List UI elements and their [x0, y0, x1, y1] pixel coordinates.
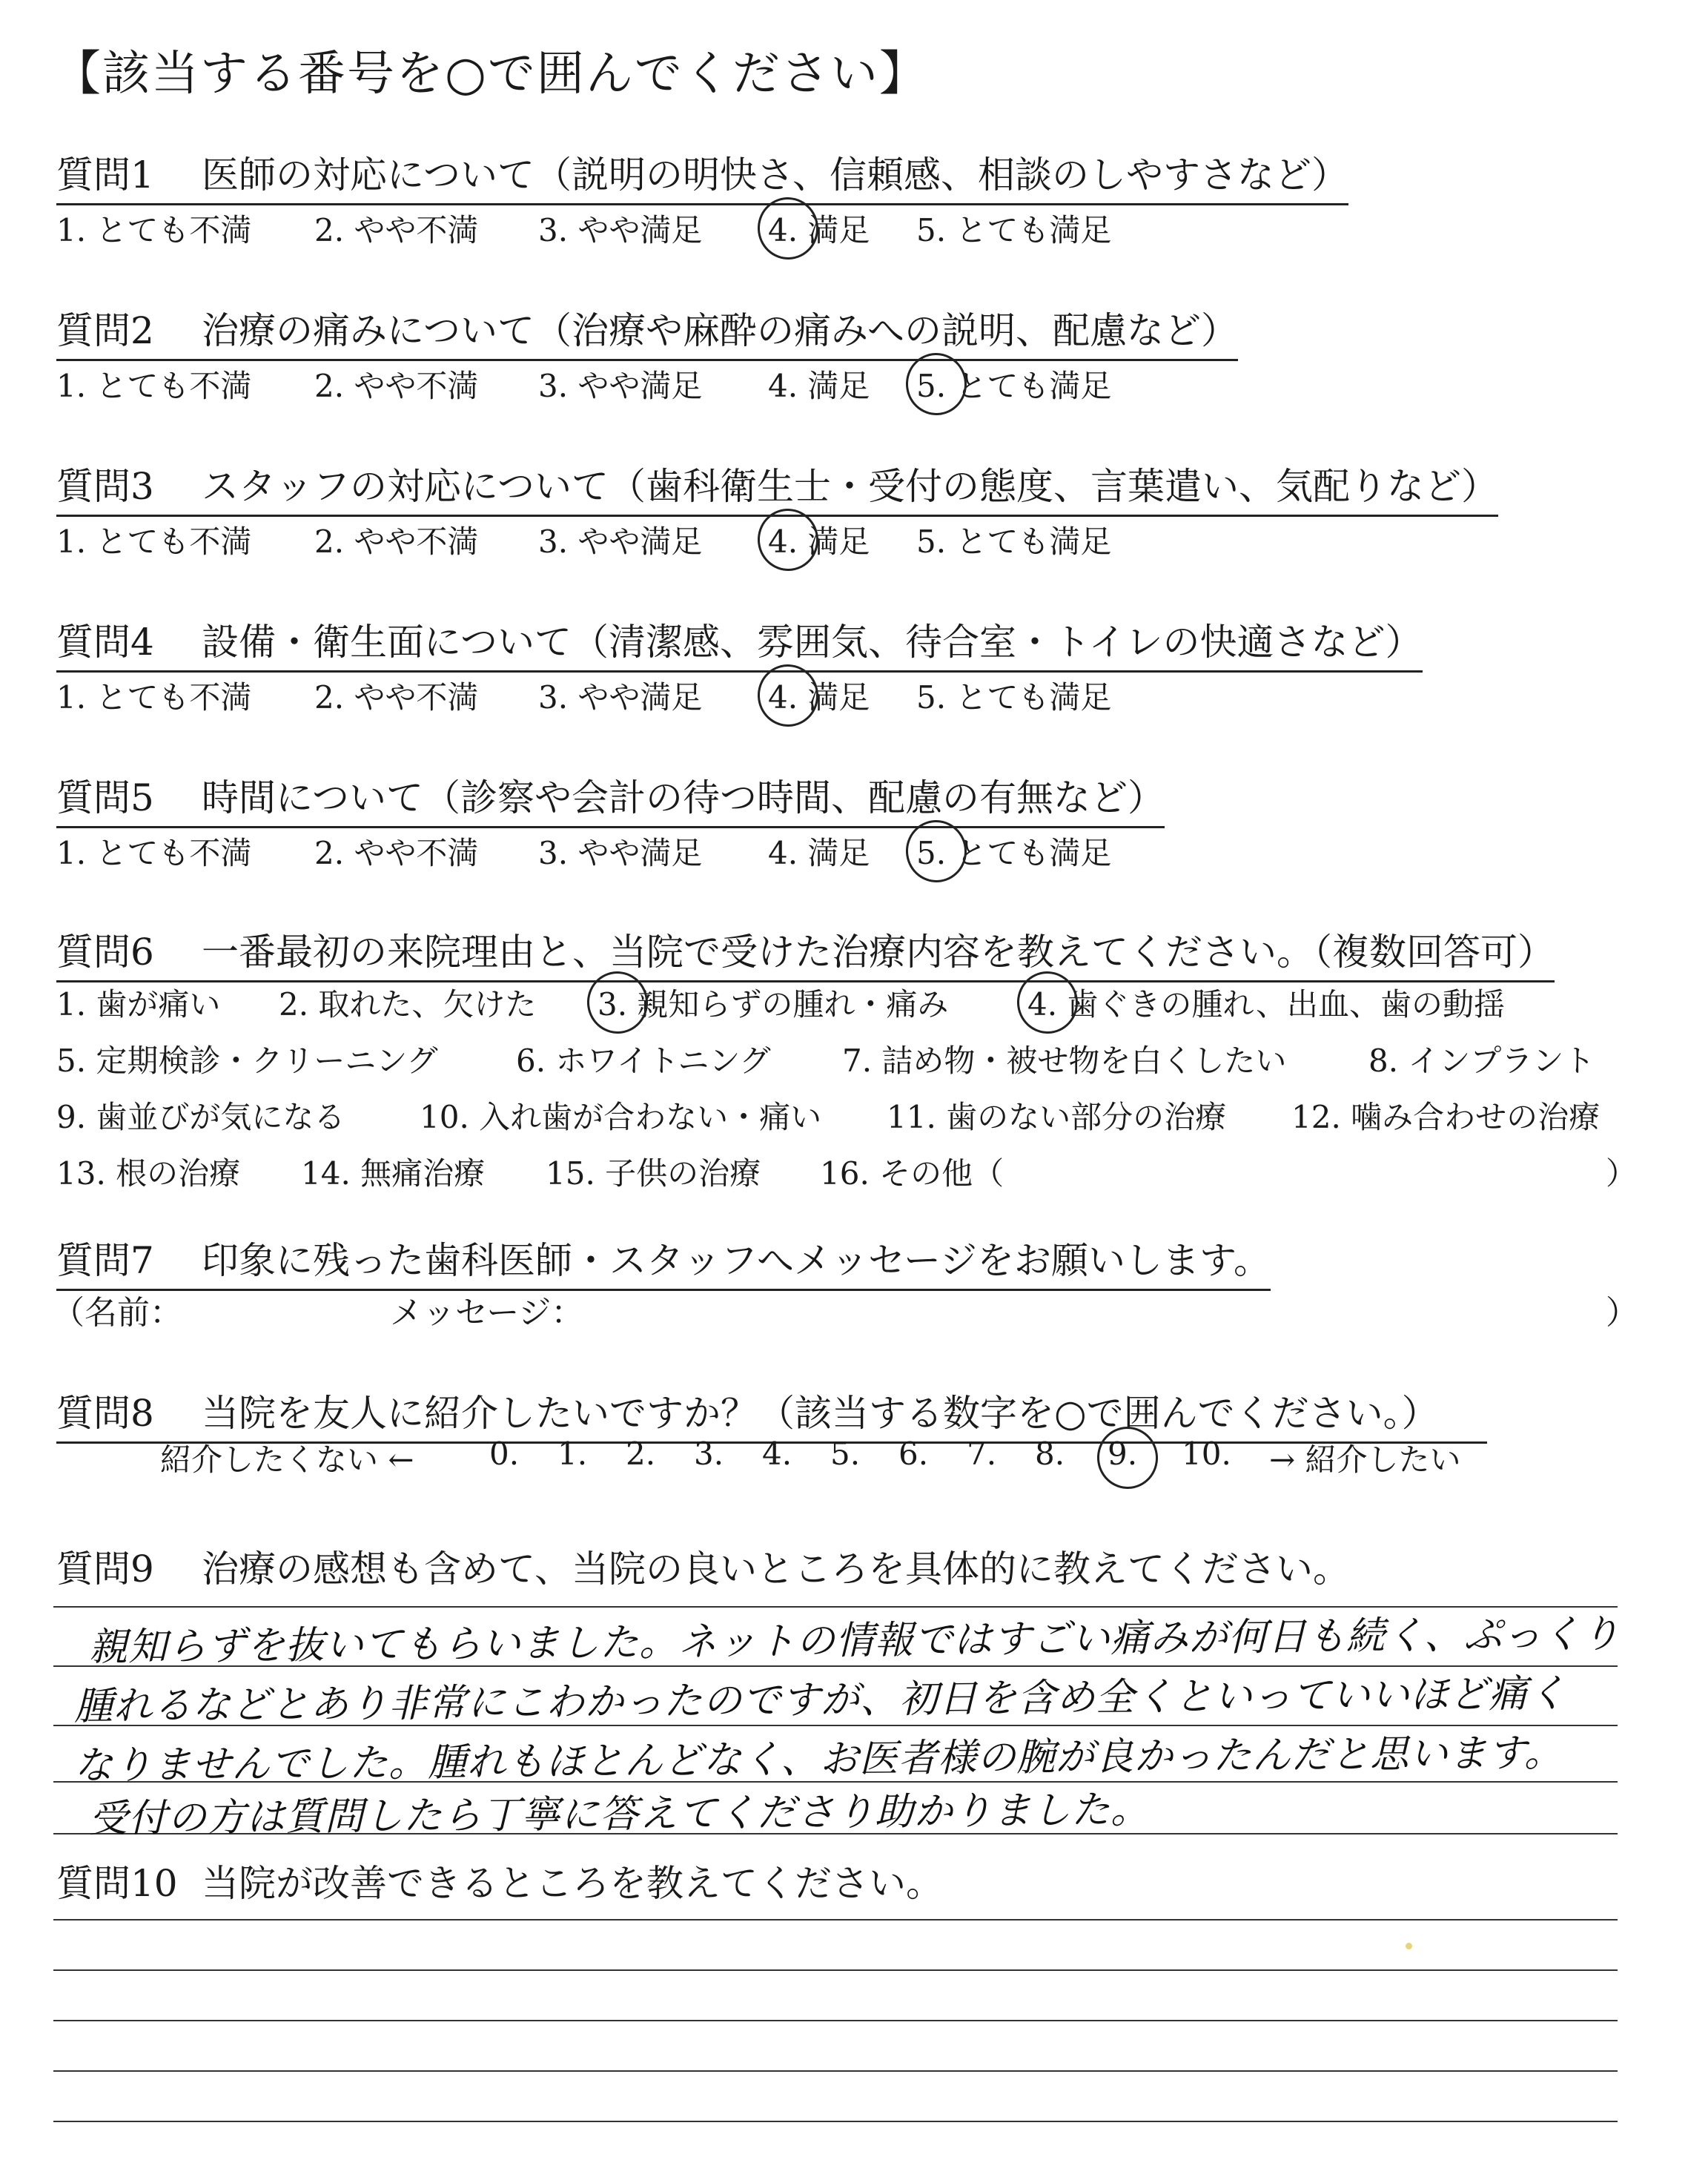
option-5[interactable]: 5. とても満足 — [916, 524, 1112, 560]
question-number: 質問2 — [56, 309, 154, 352]
option-4-selected[interactable]: 4. 満足 — [768, 206, 870, 251]
scale-9-selected[interactable]: 9. — [1108, 1436, 1138, 1472]
option-3[interactable]: 3. やや満足 — [538, 368, 703, 404]
option-2[interactable]: 2. やや不満 — [314, 212, 479, 248]
handwritten-answer-line-4: 受付の方は質問したら丁寧に答えてくださり助かりました。 — [88, 1787, 1151, 1842]
question-text: スタッフの対応について（歯科衛生士・受付の態度、言葉遣い、気配りなど） — [202, 465, 1498, 508]
option-3[interactable]: 3. やや満足 — [538, 835, 703, 871]
question-1-title — [56, 145, 1348, 205]
scale-1[interactable]: 1. — [557, 1436, 588, 1472]
recommend-left-label: 紹介したくない ← — [160, 1441, 414, 1478]
question-9-title — [56, 1539, 1350, 1597]
question-text: 時間について（診察や会計の待つ時間、配慮の有無など） — [202, 776, 1165, 819]
handwritten-answer-line-1: 親知らずを抜いてもらいました。ネットの情報ではすごい痛みが何日も続く、ぷっくり — [88, 1611, 1621, 1671]
option-1[interactable]: 1. とても不満 — [56, 835, 252, 871]
question-text: 当院を友人に紹介したいですか？（該当する数字を○で囲んでください。） — [202, 1392, 1439, 1435]
answer-line[interactable] — [53, 1969, 1618, 1971]
option-15[interactable]: 15. 子供の治療 — [546, 1155, 761, 1192]
question-6-title — [56, 922, 1555, 982]
option-3[interactable]: 3. やや満足 — [538, 524, 703, 560]
question-text: 治療の感想も含めて、当院の良いところを具体的に教えてください。 — [202, 1548, 1350, 1591]
scale-8[interactable]: 8. — [1035, 1436, 1065, 1472]
question-3-title — [56, 457, 1498, 517]
option-2[interactable]: 2. やや不満 — [314, 679, 479, 716]
option-1[interactable]: 1. とても不満 — [56, 212, 252, 248]
scale-0[interactable]: 0. — [489, 1436, 520, 1472]
question-10-title — [56, 1854, 943, 1912]
option-1[interactable]: 1. とても不満 — [56, 524, 252, 560]
question-number: 質問7 — [56, 1239, 154, 1282]
question-text: 一番最初の来院理由と、当院で受けた治療内容を教えてください。（複数回答可） — [202, 931, 1555, 974]
question-2-title — [56, 301, 1238, 361]
other-close-paren: ） — [1606, 1155, 1638, 1192]
option-11[interactable]: 11. 歯のない部分の治療 — [887, 1099, 1227, 1135]
option-7[interactable]: 7. 詰め物・被せ物を白くしたい — [842, 1043, 1287, 1079]
option-4[interactable]: 4. 満足 — [768, 835, 870, 871]
option-12[interactable]: 12. 噛み合わせの治療 — [1291, 1099, 1601, 1135]
option-5[interactable]: 5. 定期検診・クリーニング — [56, 1043, 438, 1079]
option-5-selected[interactable]: 5. とても満足 — [916, 362, 1111, 406]
answer-line[interactable] — [53, 2020, 1618, 2021]
option-10[interactable]: 10. 入れ歯が合わない・痛い — [420, 1099, 822, 1135]
answer-line[interactable] — [53, 2121, 1618, 2122]
message-close-paren: ） — [1606, 1294, 1638, 1332]
option-4-selected[interactable]: 4. 満足 — [768, 673, 870, 718]
question-number: 質問4 — [56, 621, 154, 664]
handwritten-answer-line-2: 腫れるなどとあり非常にこわかったのですが、初日を含め全くといっていいほど痛く — [73, 1671, 1568, 1729]
name-label: （名前： — [52, 1294, 182, 1332]
question-text: 印象に残った歯科医師・スタッフへメッセージをお願いします。 — [202, 1239, 1271, 1282]
scale-3[interactable]: 3. — [694, 1436, 724, 1472]
question-7-title — [56, 1231, 1271, 1291]
question-text: 設備・衛生面について（清潔感、雰囲気、待合室・トイレの快適さなど） — [202, 621, 1423, 664]
option-5[interactable]: 5. とても満足 — [916, 679, 1112, 716]
question-number: 質問1 — [56, 153, 154, 196]
option-3-selected[interactable]: 3. 親知らずの腫れ・痛み — [598, 980, 948, 1025]
scale-6[interactable]: 6. — [898, 1436, 929, 1472]
option-1[interactable]: 1. とても不満 — [56, 368, 252, 404]
question-4-title — [56, 612, 1423, 673]
option-6[interactable]: 6. ホワイトニング — [516, 1043, 771, 1079]
recommend-right-label: → 紹介したい — [1269, 1441, 1461, 1478]
question-text: 当院が改善できるところを教えてください。 — [202, 1862, 943, 1905]
question-number: 質問10 — [56, 1862, 178, 1905]
question-text: 医師の対応について（説明の明快さ、信頼感、相談のしやすさなど） — [202, 153, 1348, 196]
option-5-selected[interactable]: 5. とても満足 — [916, 829, 1111, 873]
answer-line[interactable] — [53, 2070, 1618, 2072]
paper-speck — [1406, 1943, 1412, 1949]
page-title: 【該当する番号を○で囲んでください】 — [53, 47, 928, 102]
question-number: 質問6 — [56, 931, 154, 974]
message-label: メッセージ： — [390, 1294, 584, 1332]
option-3[interactable]: 3. やや満足 — [538, 212, 703, 248]
question-number: 質問9 — [56, 1548, 154, 1591]
option-2[interactable]: 2. やや不満 — [314, 835, 479, 871]
option-5[interactable]: 5. とても満足 — [916, 212, 1112, 248]
scale-7[interactable]: 7. — [967, 1436, 997, 1472]
option-4-selected[interactable]: 4. 歯ぐきの腫れ、出血、歯の動揺 — [1027, 980, 1505, 1025]
answer-line[interactable] — [53, 1919, 1618, 1920]
option-9[interactable]: 9. 歯並びが気になる — [56, 1099, 345, 1135]
option-13[interactable]: 13. 根の治療 — [56, 1155, 241, 1192]
scale-10[interactable]: 10. — [1182, 1436, 1231, 1472]
question-number: 質問3 — [56, 465, 154, 508]
option-16-other[interactable]: 16. その他（ — [820, 1155, 1004, 1192]
option-4-selected[interactable]: 4. 満足 — [768, 518, 870, 562]
option-14[interactable]: 14. 無痛治療 — [301, 1155, 486, 1192]
question-number: 質問8 — [56, 1392, 154, 1435]
question-5-title — [56, 768, 1165, 828]
option-4[interactable]: 4. 満足 — [768, 368, 870, 404]
question-number: 質問5 — [56, 776, 154, 819]
option-2[interactable]: 2. 取れた、欠けた — [279, 986, 537, 1023]
option-2[interactable]: 2. やや不満 — [314, 368, 479, 404]
handwritten-answer-line-3: なりませんでした。腫れもほとんどなく、お医者様の腕が良かったんだと思います。 — [73, 1731, 1564, 1789]
option-1[interactable]: 1. とても不満 — [56, 679, 252, 716]
scale-2[interactable]: 2. — [626, 1436, 656, 1472]
option-3[interactable]: 3. やや満足 — [538, 679, 703, 716]
option-1[interactable]: 1. 歯が痛い — [56, 986, 221, 1023]
scale-4[interactable]: 4. — [762, 1436, 792, 1472]
question-text: 治療の痛みについて（治療や麻酔の痛みへの説明、配慮など） — [202, 309, 1238, 352]
option-8[interactable]: 8. インプラント — [1368, 1043, 1595, 1079]
question-8-title — [56, 1384, 1487, 1444]
scale-5[interactable]: 5. — [830, 1436, 861, 1472]
option-2[interactable]: 2. やや不満 — [314, 524, 479, 560]
